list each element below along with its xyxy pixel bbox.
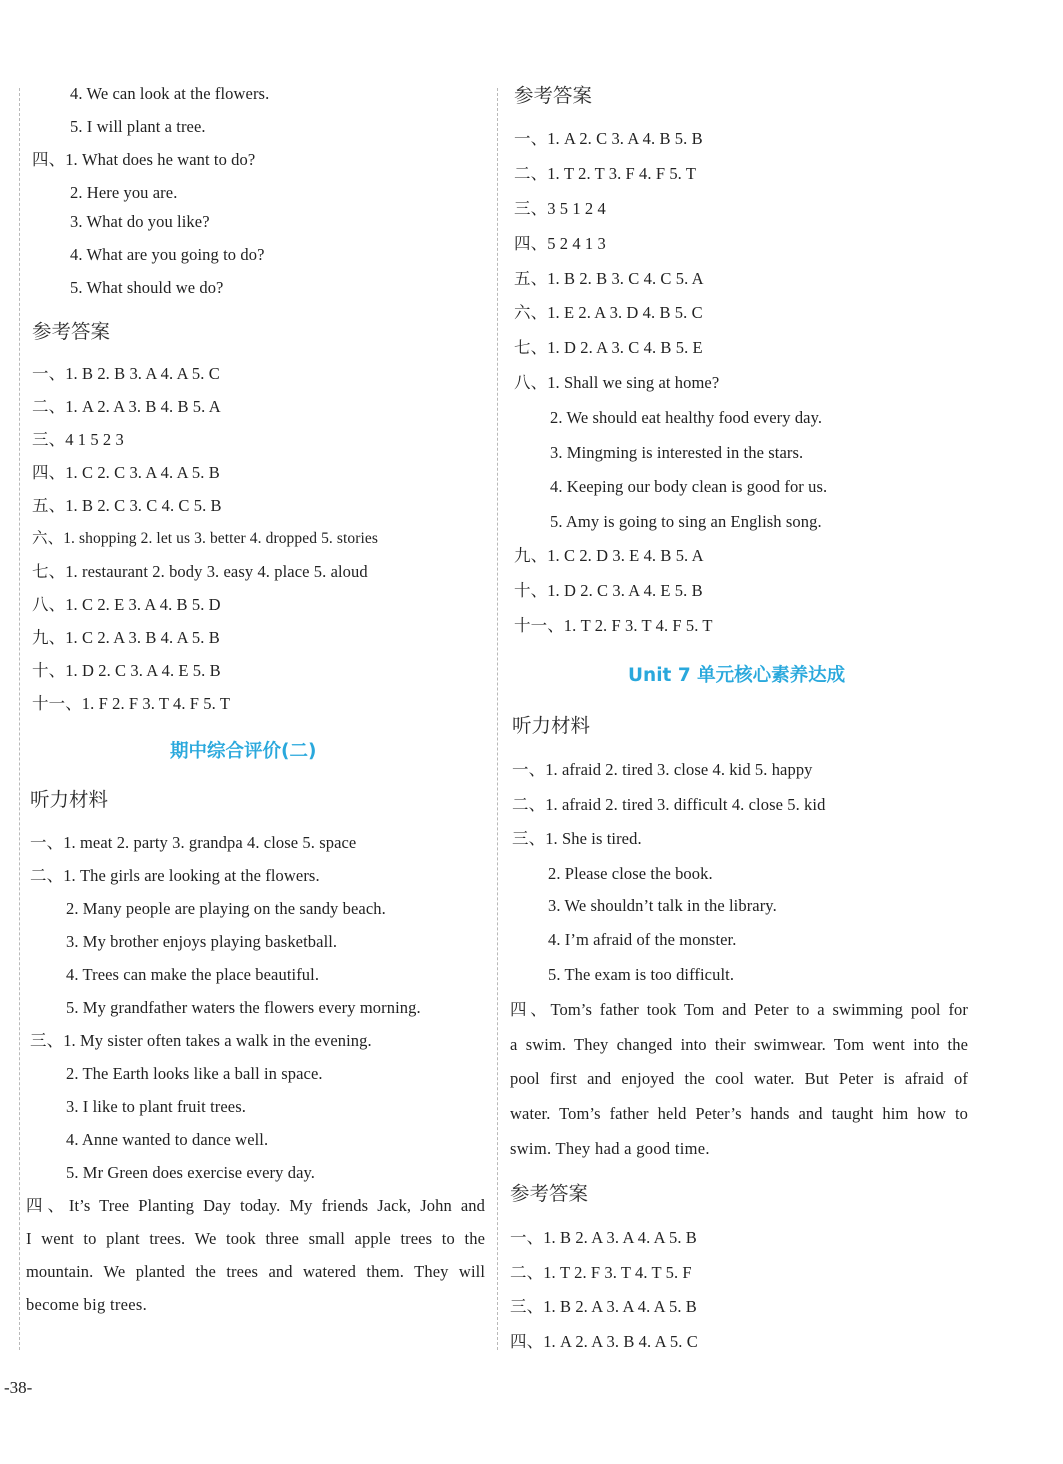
passage-line: 四、Tom’s father took Tom and Peter to a swimming pool for <box>510 1000 968 1019</box>
answer-line: 七、1. D 2. A 3. C 4. B 5. E <box>514 338 703 357</box>
listening-line: 5. Mr Green does exercise every day. <box>66 1163 316 1182</box>
listening-line: 4. Anne wanted to dance well. <box>66 1130 269 1149</box>
passage-line: pool first and enjoyed the cool water. But Peter is afraid of <box>510 1069 968 1088</box>
listening-line: 三、1. My sister often takes a walk in the evening. <box>30 1031 372 1050</box>
answers-heading: 参考答案 <box>514 84 593 107</box>
passage-line: become big trees. <box>26 1295 148 1314</box>
answer-line: 4. Keeping our body clean is good for us. <box>550 477 828 496</box>
answers-heading: 参考答案 <box>510 1182 589 1205</box>
listening-line: 一、1. afraid 2. tired 3. close 4. kid 5. happy <box>512 760 813 779</box>
passage-line: mountain. We planted the trees and watered them. They will <box>26 1262 485 1281</box>
listening-line: 2. Please close the book. <box>548 864 713 883</box>
listening-line: 4. I’m afraid of the monster. <box>548 930 737 949</box>
text-line: 3. What do you like? <box>70 212 210 231</box>
answer-line: 3. Mingming is interested in the stars. <box>550 443 804 462</box>
listening-heading: 听力材料 <box>512 714 591 737</box>
answer-line: 六、1. shopping 2. let us 3. better 4. dropped 5. stories <box>32 530 379 547</box>
section-title: Unit 7 单元核心素养达成 <box>628 665 846 686</box>
section-title: 期中综合评价(二) <box>170 741 317 762</box>
answer-line: 九、1. C 2. D 3. E 4. B 5. A <box>514 546 704 565</box>
answer-line: 5. Amy is going to sing an English song. <box>550 512 822 531</box>
answer-line: 十、1. D 2. C 3. A 4. E 5. B <box>32 661 221 680</box>
listening-line: 一、1. meat 2. party 3. grandpa 4. close 5. space <box>30 833 357 852</box>
passage-line: water. Tom’s father held Peter’s hands and taught him how to <box>510 1104 968 1123</box>
answer-line: 九、1. C 2. A 3. B 4. A 5. B <box>32 628 220 647</box>
listening-line: 二、1. The girls are looking at the flowers. <box>30 866 320 885</box>
answer-line: 八、1. C 2. E 3. A 4. B 5. D <box>32 595 221 614</box>
listening-line: 4. Trees can make the place beautiful. <box>66 965 320 984</box>
answer-line: 六、1. E 2. A 3. D 4. B 5. C <box>514 303 703 322</box>
answer-line: 十一、1. F 2. F 3. T 4. F 5. T <box>32 694 230 713</box>
answer-line: 三、4 1 5 2 3 <box>32 430 124 449</box>
answer-line: 二、1. T 2. T 3. F 4. F 5. T <box>514 164 696 183</box>
text-line: 四、1. What does he want to do? <box>32 150 256 169</box>
listening-line: 3. We shouldn’t talk in the library. <box>548 896 777 915</box>
answer-line: 五、1. B 2. C 3. C 4. C 5. B <box>32 496 222 515</box>
answer-line: 二、1. T 2. F 3. T 4. T 5. F <box>510 1263 692 1282</box>
answer-line: 一、1. B 2. A 3. A 4. A 5. B <box>510 1228 697 1247</box>
answer-line: 七、1. restaurant 2. body 3. easy 4. place 5. aloud <box>32 562 368 581</box>
page-number: -38- <box>4 1378 33 1397</box>
answer-line: 四、5 2 4 1 3 <box>514 234 606 253</box>
text-line: 2. Here you are. <box>70 183 178 202</box>
answer-line: 十、1. D 2. C 3. A 4. E 5. B <box>514 581 703 600</box>
answer-line: 八、1. Shall we sing at home? <box>514 373 720 392</box>
column-divider <box>497 88 498 1350</box>
listening-line: 3. My brother enjoys playing basketball. <box>66 932 338 951</box>
passage-line: a swim. They changed into their swimwear. Tom went into the <box>510 1035 968 1054</box>
listening-line: 5. My grandfather waters the flowers every morning. <box>66 998 421 1017</box>
listening-line: 5. The exam is too difficult. <box>548 965 735 984</box>
listening-line: 三、1. She is tired. <box>512 829 642 848</box>
answers-heading: 参考答案 <box>32 320 111 343</box>
answer-line: 四、1. C 2. C 3. A 4. A 5. B <box>32 463 220 482</box>
listening-line: 3. I like to plant fruit trees. <box>66 1097 246 1116</box>
text-line: 4. We can look at the flowers. <box>70 84 270 103</box>
answer-line: 十一、1. T 2. F 3. T 4. F 5. T <box>514 616 713 635</box>
answer-line: 三、1. B 2. A 3. A 4. A 5. B <box>510 1297 697 1316</box>
listening-line: 2. Many people are playing on the sandy beach. <box>66 899 386 918</box>
answer-line: 一、1. B 2. B 3. A 4. A 5. C <box>32 364 220 383</box>
passage-line: 四、It’s Tree Planting Day today. My friends Jack, John and <box>26 1196 485 1215</box>
left-margin-rule <box>19 88 20 1350</box>
answer-line: 三、3 5 1 2 4 <box>514 199 606 218</box>
listening-line: 二、1. afraid 2. tired 3. difficult 4. close 5. kid <box>512 795 826 814</box>
answer-line: 2. We should eat healthy food every day. <box>550 408 823 427</box>
answer-line: 五、1. B 2. B 3. C 4. C 5. A <box>514 269 704 288</box>
text-line: 5. What should we do? <box>70 278 224 297</box>
listening-heading: 听力材料 <box>30 788 109 811</box>
passage-line: swim. They had a good time. <box>510 1139 710 1158</box>
answer-line: 一、1. A 2. C 3. A 4. B 5. B <box>514 129 703 148</box>
answer-line: 四、1. A 2. A 3. B 4. A 5. C <box>510 1332 698 1351</box>
passage-line: I went to plant trees. We took three small apple trees to the <box>26 1229 485 1248</box>
answer-line: 二、1. A 2. A 3. B 4. B 5. A <box>32 397 221 416</box>
text-line: 4. What are you going to do? <box>70 245 265 264</box>
listening-line: 2. The Earth looks like a ball in space. <box>66 1064 323 1083</box>
text-line: 5. I will plant a tree. <box>70 117 206 136</box>
